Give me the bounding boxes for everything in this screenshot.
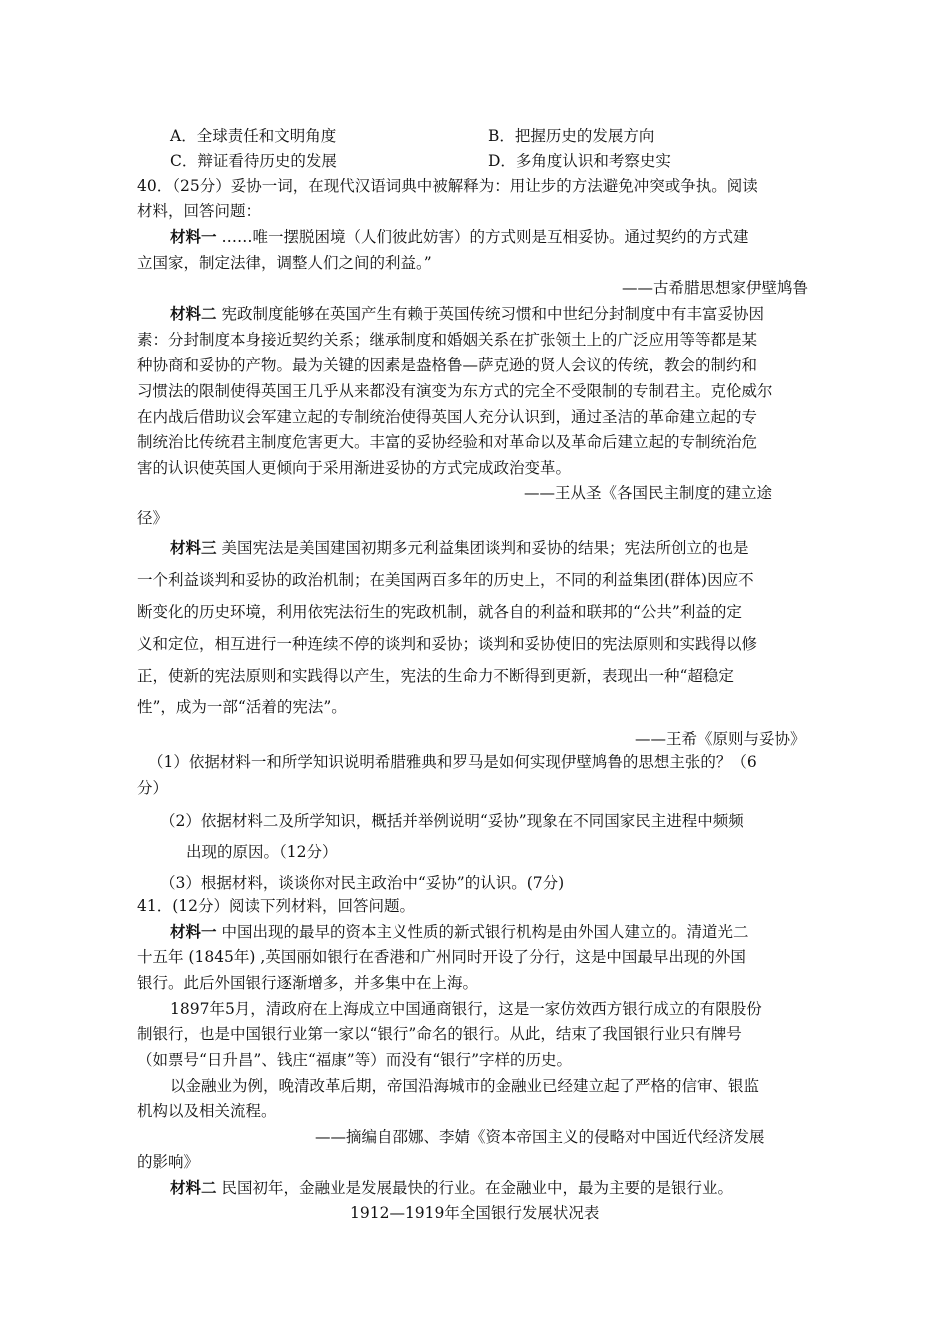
- material-source-cont: 的影响》: [137, 1153, 200, 1171]
- material-text: 十五年 (1845年) ,英国丽如银行在香港和广州同时开设了分行，这是中国最早出现的外国: [137, 948, 746, 966]
- material-text: 素：分封制度本身接近契约关系；继承制度和婚姻关系在扩张领土上的广泛应用等等都是某: [137, 331, 758, 349]
- q40-intro-cont: 材料，回答问题：: [137, 202, 262, 220]
- material-label: 材料三: [170, 538, 217, 557]
- material-text: 种协商和妥协的产物。最为关键的因素是盎格鲁—萨克逊的贤人会议的传统，教会的制约和: [137, 356, 758, 374]
- material-text: 正，使新的宪法原则和实践得以产生，宪法的生命力不断得到更新，表现出一种“超稳定: [137, 667, 734, 685]
- material-text: 断变化的历史环境，利用依宪法衍生的宪政机制，就各自的利益和联邦的“公共”利益的定: [137, 603, 742, 621]
- material-text: 机构以及相关流程。: [137, 1102, 277, 1120]
- material-text: 美国宪法是美国建国初期多元利益集团谈判和妥协的结果；宪法所创立的也是: [216, 539, 749, 557]
- material-label: 材料二: [170, 1178, 217, 1197]
- q40-sub-2-cont: 出现的原因。（12分）: [186, 843, 338, 861]
- material-text: 立国家，制定法律，调整人们之间的利益。”: [137, 254, 432, 272]
- q41-intro: 41．(12分）阅读下列材料，回答问题。: [137, 897, 415, 915]
- material-text: 宪政制度能够在英国产生有赖于英国传统习惯和中世纪分封制度中有丰富妥协因: [216, 305, 764, 323]
- material-label: 材料一: [170, 922, 217, 941]
- table-title: 1912—1919年全国银行发展状况表: [350, 1204, 600, 1222]
- material-text: 制统治比传统君主制度危害更大。丰富的妥协经验和对革命以及革命后建立起的专制统治危: [137, 433, 758, 451]
- material-text: 制银行，也是中国银行业第一家以“银行”命名的银行。从此，结束了我国银行业只有牌号: [137, 1025, 742, 1043]
- material-text: 以金融业为例，晚清改革后期，帝国沿海城市的金融业已经建立起了严格的信审、银监: [170, 1077, 760, 1095]
- material-text: 在内战后借助议会军建立起的专制统治使得英国人充分认识到，通过圣洁的革命建立起的专: [137, 408, 758, 426]
- q40-sub-1: （1）依据材料一和所学知识说明希腊雅典和罗马是如何实现伊壁鸠鲁的思想主张的？（6: [148, 753, 757, 771]
- material-label: 材料二: [170, 304, 217, 323]
- q40-sub-2: （2）依据材料二及所学知识，概括并举例说明“妥协”现象在不同国家民主进程中频频: [160, 812, 744, 830]
- q41-material-2: [170, 1178, 733, 1198]
- option-c: C．辩证看待历史的发展: [170, 152, 337, 170]
- material-label: 材料一: [170, 227, 217, 246]
- material-source-cont: 径》: [137, 509, 169, 527]
- material-text: 银行。此后外国银行逐渐增多，并多集中在上海。: [137, 974, 479, 992]
- material-source: ——王从圣《各国民主制度的建立途: [524, 484, 773, 502]
- option-b: B．把握历史的发展方向: [488, 127, 655, 145]
- q40-sub-3: （3）根据材料，谈谈你对民主政治中“妥协”的认识。(7分): [160, 874, 565, 892]
- q40-material-2: [170, 304, 764, 324]
- material-text: 性”，成为一部“活着的宪法”。: [137, 698, 347, 716]
- material-text: 民国初年，金融业是发展最快的行业。在金融业中，最为主要的是银行业。: [216, 1179, 733, 1197]
- q40-intro: 40．（25分）妥协一词，在现代汉语词典中被解释为：用让步的方法避免冲突或争执。阅读: [137, 177, 758, 195]
- material-source: ——古希腊思想家伊壁鸠鲁: [622, 279, 809, 297]
- option-d: D．多角度认识和考察史实: [488, 152, 671, 170]
- material-text: 害的认识使英国人更倾向于采用渐进妥协的方式完成政治变革。: [137, 459, 572, 477]
- material-source: ——王希《原则与妥协》: [635, 730, 806, 748]
- material-text: 中国出现的最早的资本主义性质的新式银行机构是由外国人建立的。清道光二: [216, 923, 749, 941]
- q40-material-3: [170, 538, 748, 558]
- material-text: （如票号“日升昌”、钱庄“福康”等）而没有“银行”字样的历史。: [137, 1051, 573, 1069]
- material-source: ——摘编自邵娜、李婧《资本帝国主义的侵略对中国近代经济发展: [315, 1128, 765, 1146]
- material-text: 义和定位，相互进行一种连续不停的谈判和妥协；谈判和妥协使旧的宪法原则和实践得以修: [137, 635, 758, 653]
- material-text: 一个利益谈判和妥协的政治机制；在美国两百多年的历史上，不同的利益集团(群体)因应不: [137, 571, 754, 589]
- option-a: A．全球责任和文明角度: [170, 127, 337, 145]
- material-text: 1897年5月，清政府在上海成立中国通商银行，这是一家仿效西方银行成立的有限股份: [170, 1000, 762, 1018]
- q40-sub-1-cont: 分）: [137, 779, 169, 797]
- material-text: ……唯一摆脱困境（人们彼此妨害）的方式则是互相妥协。通过契约的方式建: [216, 228, 749, 246]
- q41-material-1: [170, 922, 748, 942]
- material-text: 习惯法的限制使得英国王几乎从来都没有演变为东方式的完全不受限制的专制君主。克伦威尔: [137, 382, 773, 400]
- q40-material-1: [170, 227, 748, 247]
